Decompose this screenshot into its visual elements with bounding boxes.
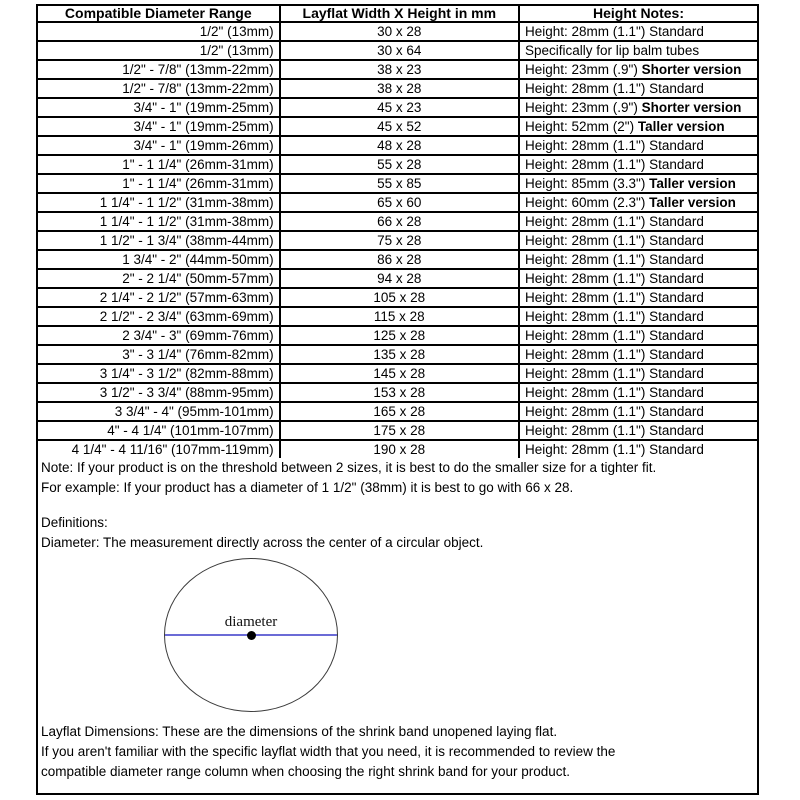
diameter-diagram-circle: [164, 558, 338, 712]
table-row: [38, 402, 757, 421]
cell-layflat-size: 55 x 28: [280, 155, 519, 174]
cell-height-note: Specifically for lip balm tubes: [519, 41, 757, 60]
cell-diameter-range: 3/4" - 1" (19mm-26mm): [38, 136, 280, 155]
cell-diameter-range: 3 1/4" - 3 1/2" (82mm-88mm): [38, 364, 280, 383]
table-row: [38, 326, 757, 345]
table-row: [38, 345, 757, 364]
cell-height-note: Height: 28mm (1.1") Standard: [519, 22, 757, 41]
cell-diameter-range: 4" - 4 1/4" (101mm-107mm): [38, 421, 280, 440]
cell-layflat-size: 135 x 28: [280, 345, 519, 364]
cell-layflat-size: 105 x 28: [280, 288, 519, 307]
cell-layflat-size: 153 x 28: [280, 383, 519, 402]
cell-height-note: Height: 28mm (1.1") Standard: [519, 212, 757, 231]
diameter-definition: Diameter: The measurement directly across the center of a circular object.: [41, 535, 484, 550]
cell-height-note: Height: 28mm (1.1") Standard: [519, 364, 757, 383]
cell-layflat-size: 66 x 28: [280, 212, 519, 231]
header-layflat-width-height: Layflat Width X Height in mm: [280, 6, 519, 22]
cell-height-note: Height: 28mm (1.1") Standard: [519, 288, 757, 307]
header-height-notes: Height Notes:: [519, 6, 757, 22]
cell-height-note: Height: 23mm (.9") Shorter version: [519, 98, 757, 117]
shrink-band-size-chart: [36, 4, 759, 795]
cell-height-note: Height: 85mm (3.3") Taller version: [519, 174, 757, 193]
table-row: [38, 41, 757, 60]
cell-layflat-size: 30 x 64: [280, 41, 519, 60]
cell-diameter-range: 1/2" - 7/8" (13mm-22mm): [38, 60, 280, 79]
cell-height-note: Height: 28mm (1.1") Standard: [519, 307, 757, 326]
table-row: [38, 155, 757, 174]
cell-diameter-range: 4 1/4" - 4 11/16" (107mm-119mm): [38, 440, 280, 458]
header-compatible-diameter-range: Compatible Diameter Range: [38, 6, 280, 22]
cell-layflat-size: 45 x 23: [280, 98, 519, 117]
cell-height-note: Height: 28mm (1.1") Standard: [519, 250, 757, 269]
cell-diameter-range: 1 1/2" - 1 3/4" (38mm-44mm): [38, 231, 280, 250]
note-example: For example: If your product has a diameter of 1 1/2" (38mm) it is best to go with 66 x 28.: [41, 480, 574, 495]
cell-layflat-size: 45 x 52: [280, 117, 519, 136]
cell-diameter-range: 3 1/2" - 3 3/4" (88mm-95mm): [38, 383, 280, 402]
table-row: [38, 231, 757, 250]
table-row: [38, 60, 757, 79]
table-row: [38, 117, 757, 136]
cell-diameter-range: 1" - 1 1/4" (26mm-31mm): [38, 174, 280, 193]
blank-space: [38, 498, 757, 513]
cell-height-note: Height: 28mm (1.1") Standard: [519, 345, 757, 364]
table-row: [38, 136, 757, 155]
cell-height-note: Height: 28mm (1.1") Standard: [519, 269, 757, 288]
cell-diameter-range: 1 1/4" - 1 1/2" (31mm-38mm): [38, 193, 280, 212]
size-table: [38, 6, 757, 458]
cell-layflat-size: 75 x 28: [280, 231, 519, 250]
cell-diameter-range: 1 1/4" - 1 1/2" (31mm-38mm): [38, 212, 280, 231]
cell-height-note: Height: 28mm (1.1") Standard: [519, 136, 757, 155]
table-row: [38, 440, 757, 458]
cell-diameter-range: 1/2" (13mm): [38, 41, 280, 60]
table-row: [38, 269, 757, 288]
notes-section: [38, 458, 757, 782]
cell-layflat-size: 125 x 28: [280, 326, 519, 345]
cell-layflat-size: 165 x 28: [280, 402, 519, 421]
cell-layflat-size: 38 x 28: [280, 79, 519, 98]
table-row: [38, 307, 757, 326]
cell-diameter-range: 3/4" - 1" (19mm-25mm): [38, 117, 280, 136]
layflat-advice-line2: compatible diameter range column when choosing the right shrink band for your product.: [41, 764, 571, 779]
cell-diameter-range: 3" - 3 1/4" (76mm-82mm): [38, 345, 280, 364]
layflat-advice-line1: If you aren't familiar with the specific layflat width that you need, it is recommended to review the: [41, 744, 616, 759]
cell-height-note: Height: 28mm (1.1") Standard: [519, 231, 757, 250]
cell-diameter-range: 1/2" (13mm): [38, 22, 280, 41]
table-row: [38, 250, 757, 269]
cell-height-note: Height: 23mm (.9") Shorter version: [519, 60, 757, 79]
cell-height-note: Height: 28mm (1.1") Standard: [519, 440, 757, 458]
cell-height-note: Height: 28mm (1.1") Standard: [519, 79, 757, 98]
diameter-label: diameter: [224, 614, 278, 630]
cell-layflat-size: 190 x 28: [280, 440, 519, 458]
size-table-body: [38, 22, 757, 458]
cell-diameter-range: 3/4" - 1" (19mm-25mm): [38, 98, 280, 117]
cell-layflat-size: 48 x 28: [280, 136, 519, 155]
table-row: [38, 288, 757, 307]
table-row: [38, 98, 757, 117]
table-row: [38, 421, 757, 440]
cell-diameter-range: 2" - 2 1/4" (50mm-57mm): [38, 269, 280, 288]
cell-layflat-size: 94 x 28: [280, 269, 519, 288]
cell-height-note: Height: 60mm (2.3") Taller version: [519, 193, 757, 212]
cell-layflat-size: 175 x 28: [280, 421, 519, 440]
table-row: [38, 364, 757, 383]
cell-layflat-size: 65 x 60: [280, 193, 519, 212]
definitions-heading: Definitions:: [41, 515, 108, 530]
table-row: [38, 193, 757, 212]
layflat-definition: Layflat Dimensions: These are the dimensions of the shrink band unopened laying flat.: [41, 724, 558, 739]
cell-layflat-size: 115 x 28: [280, 307, 519, 326]
cell-diameter-range: 1" - 1 1/4" (26mm-31mm): [38, 155, 280, 174]
cell-diameter-range: 1 3/4" - 2" (44mm-50mm): [38, 250, 280, 269]
cell-layflat-size: 86 x 28: [280, 250, 519, 269]
table-row: [38, 79, 757, 98]
cell-diameter-range: 1/2" - 7/8" (13mm-22mm): [38, 79, 280, 98]
cell-diameter-range: 3 3/4" - 4" (95mm-101mm): [38, 402, 280, 421]
cell-height-note: Height: 28mm (1.1") Standard: [519, 421, 757, 440]
table-row: [38, 22, 757, 41]
cell-height-note: Height: 52mm (2") Taller version: [519, 117, 757, 136]
cell-height-note: Height: 28mm (1.1") Standard: [519, 402, 757, 421]
cell-diameter-range: 2 1/4" - 2 1/2" (57mm-63mm): [38, 288, 280, 307]
table-row: [38, 174, 757, 193]
cell-height-note: Height: 28mm (1.1") Standard: [519, 326, 757, 345]
cell-layflat-size: 38 x 23: [280, 60, 519, 79]
cell-diameter-range: 2 3/4" - 3" (69mm-76mm): [38, 326, 280, 345]
cell-diameter-range: 2 1/2" - 2 3/4" (63mm-69mm): [38, 307, 280, 326]
note-threshold: Note: If your product is on the threshold between 2 sizes, it is best to do the smaller size for a tighter fit.: [41, 460, 657, 475]
cell-layflat-size: 30 x 28: [280, 22, 519, 41]
cell-height-note: Height: 28mm (1.1") Standard: [519, 383, 757, 402]
cell-layflat-size: 145 x 28: [280, 364, 519, 383]
circle-center-dot: [247, 631, 256, 640]
table-row: [38, 212, 757, 231]
table-row: [38, 383, 757, 402]
table-header-row: [38, 6, 757, 22]
cell-layflat-size: 55 x 85: [280, 174, 519, 193]
cell-height-note: Height: 28mm (1.1") Standard: [519, 155, 757, 174]
